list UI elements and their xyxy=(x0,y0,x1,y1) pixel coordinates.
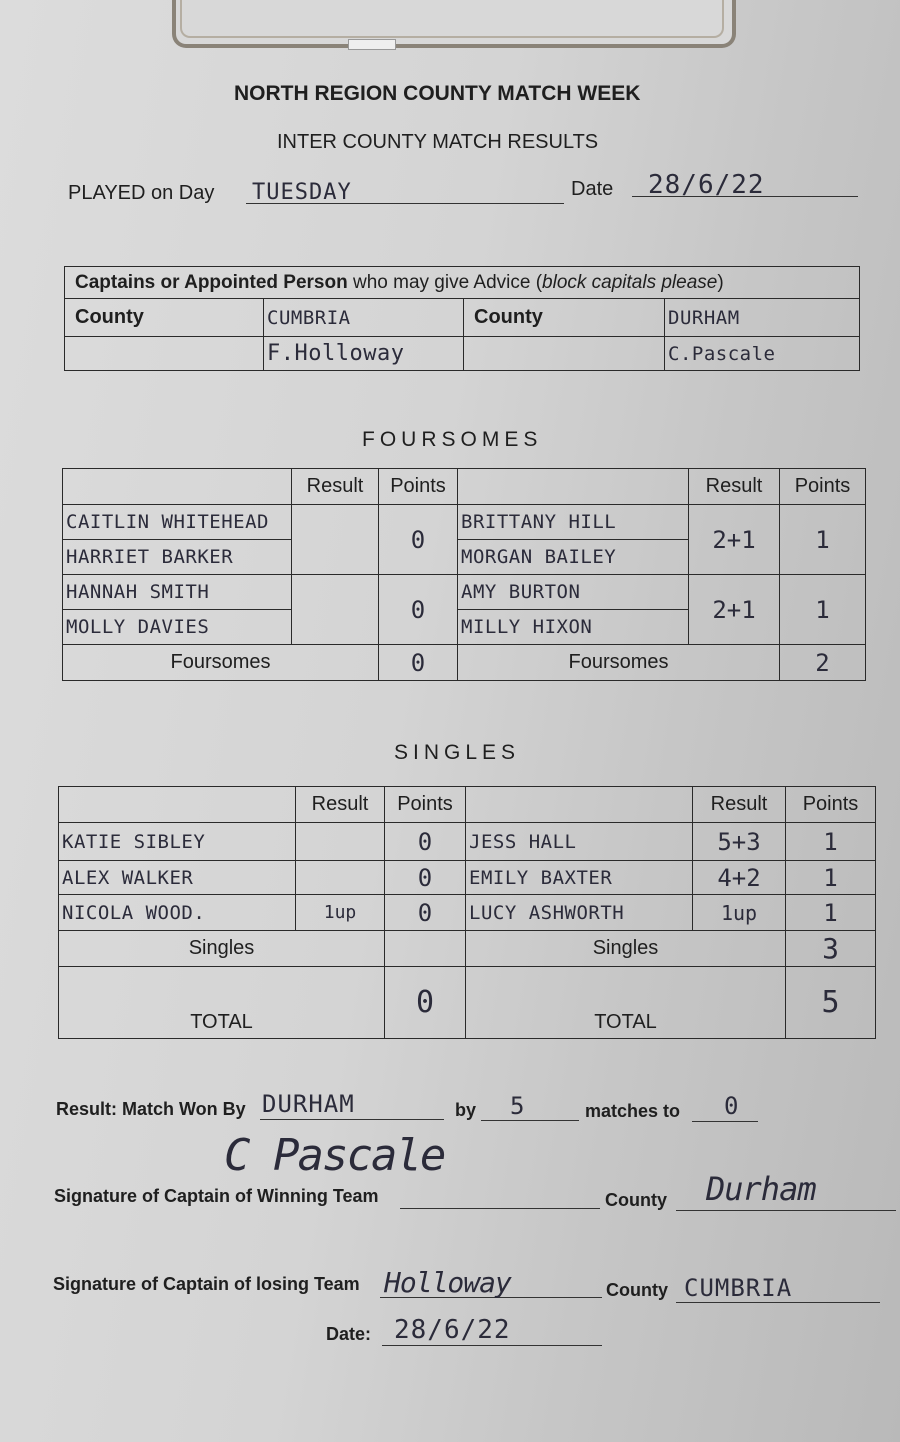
sg-row2-away-player: EMILY BAXTER xyxy=(466,861,693,895)
winning-county-label: County xyxy=(605,1190,667,1210)
by-value: 5 xyxy=(510,1092,526,1120)
fs-header-blank-home xyxy=(63,469,292,505)
grand-total-label-away: TOTAL xyxy=(466,967,786,1039)
grand-total-home: 0 xyxy=(385,967,466,1039)
fs-total-label-home: Foursomes xyxy=(63,645,379,681)
fs-header-result-away: Result xyxy=(689,469,780,505)
singles-table xyxy=(58,786,876,1039)
fs-total-away: 2 xyxy=(780,645,866,681)
fs-row1-away-points: 1 xyxy=(780,505,866,575)
fs-header-result-home: Result xyxy=(292,469,379,505)
sg-row1-away-player: JESS HALL xyxy=(466,823,693,861)
sg-row3-home-player: NICOLA WOOD. xyxy=(59,895,296,931)
played-value: TUESDAY xyxy=(252,180,352,205)
home-county-value: CUMBRIA xyxy=(264,299,464,337)
sg-row2-away-result: 4+2 xyxy=(693,861,786,895)
winning-sig-label: Signature of Captain of Winning Team xyxy=(54,1186,379,1206)
fs-header-points-home: Points xyxy=(379,469,458,505)
form-subtitle: INTER COUNTY MATCH RESULTS xyxy=(277,131,599,153)
captains-heading-bold: Captains or Appointed Person xyxy=(75,271,348,293)
sg-row1-home-player: KATIE SIBLEY xyxy=(59,823,296,861)
fs-header-points-away: Points xyxy=(780,469,866,505)
home-person-blank xyxy=(65,337,264,371)
fs-total-label-away: Foursomes xyxy=(458,645,780,681)
won-by-label: Result: Match Won By xyxy=(56,1099,246,1119)
matches-value: 0 xyxy=(724,1092,740,1120)
captains-heading xyxy=(65,267,860,299)
sg-row1-home-points: 0 xyxy=(385,823,466,861)
sg-total-away: 3 xyxy=(786,931,876,967)
fs-row2-away-points: 1 xyxy=(780,575,866,645)
captains-heading-rest: who may give Advice ( xyxy=(347,271,543,293)
clipboard-clip-inner xyxy=(180,0,724,38)
captains-heading-italic: block capitals please xyxy=(542,271,718,293)
grand-total-away: 5 xyxy=(786,967,876,1039)
fs-header-blank-away xyxy=(458,469,689,505)
played-label: PLAYED on Day xyxy=(68,182,215,204)
losing-county-value: CUMBRIA xyxy=(684,1274,793,1302)
sg-row1-away-points: 1 xyxy=(786,823,876,861)
sg-row2-home-points: 0 xyxy=(385,861,466,895)
fs-row1-home-player1: CAITLIN WHITEHEAD xyxy=(63,505,292,540)
matches-label: matches to xyxy=(585,1101,681,1121)
fs-row2-away-player1: AMY BURTON xyxy=(458,575,689,610)
fs-row1-home-player2: HARRIET BARKER xyxy=(63,540,292,575)
foursomes-table xyxy=(62,468,866,681)
won-by-value: DURHAM xyxy=(262,1090,355,1118)
captains-heading-close: ) xyxy=(717,271,724,293)
final-date-underline xyxy=(382,1345,602,1346)
sg-total-label-home: Singles xyxy=(59,931,385,967)
sg-row2-home-result xyxy=(296,861,385,895)
fs-row1-home-points: 0 xyxy=(379,505,458,575)
sg-header-blank-home xyxy=(59,787,296,823)
sg-total-label-away: Singles xyxy=(466,931,786,967)
singles-heading: SINGLES xyxy=(394,741,521,764)
sg-row2-home-player: ALEX WALKER xyxy=(59,861,296,895)
sg-row3-away-points: 1 xyxy=(786,895,876,931)
foursomes-heading: FOURSOMES xyxy=(362,428,543,451)
winning-signature: C Pascale xyxy=(224,1130,445,1181)
sg-row3-home-points: 0 xyxy=(385,895,466,931)
losing-county-underline xyxy=(676,1302,880,1303)
date-label: Date xyxy=(571,178,614,200)
by-label: by xyxy=(455,1100,477,1120)
losing-sig-label: Signature of Captain of losing Team xyxy=(53,1274,360,1294)
fs-row2-away-player2: MILLY HIXON xyxy=(458,610,689,645)
sg-row3-away-result: 1up xyxy=(693,895,786,931)
fs-row2-home-player2: MOLLY DAVIES xyxy=(63,610,292,645)
fs-row1-home-result xyxy=(292,505,379,575)
winning-county-underline xyxy=(676,1210,896,1211)
sg-row2-away-points: 1 xyxy=(786,861,876,895)
fs-row2-home-result xyxy=(292,575,379,645)
matches-underline xyxy=(692,1121,758,1122)
sg-header-result-home: Result xyxy=(296,787,385,823)
fs-row1-away-player1: BRITTANY HILL xyxy=(458,505,689,540)
sg-header-blank-away xyxy=(466,787,693,823)
grand-total-label-home: TOTAL xyxy=(59,967,385,1039)
sg-row1-home-result xyxy=(296,823,385,861)
final-date-value: 28/6/22 xyxy=(394,1315,511,1345)
sg-header-points-home: Points xyxy=(385,787,466,823)
sg-row1-away-result: 5+3 xyxy=(693,823,786,861)
fs-total-home: 0 xyxy=(379,645,458,681)
fs-row2-home-points: 0 xyxy=(379,575,458,645)
date-value: 28/6/22 xyxy=(648,170,765,200)
sg-row3-home-result: 1up xyxy=(296,895,385,931)
sg-header-points-away: Points xyxy=(786,787,876,823)
losing-signature: Holloway xyxy=(384,1266,511,1299)
won-by-underline xyxy=(260,1119,444,1120)
losing-county-label: County xyxy=(606,1280,668,1300)
away-person-blank xyxy=(464,337,665,371)
sg-total-home-blank xyxy=(385,931,466,967)
fs-row1-away-result: 2+1 xyxy=(689,505,780,575)
winning-sig-underline xyxy=(400,1208,600,1209)
by-underline xyxy=(481,1120,579,1121)
clipboard-hinge xyxy=(348,39,396,50)
sg-header-result-away: Result xyxy=(693,787,786,823)
home-person-value: F.Holloway xyxy=(264,337,464,371)
winning-county-value: Durham xyxy=(706,1170,816,1208)
home-county-label: County xyxy=(65,299,264,337)
away-county-label: County xyxy=(464,299,665,337)
fs-row2-away-result: 2+1 xyxy=(689,575,780,645)
fs-row1-away-player2: MORGAN BAILEY xyxy=(458,540,689,575)
sg-row3-away-player: LUCY ASHWORTH xyxy=(466,895,693,931)
fs-row2-home-player1: HANNAH SMITH xyxy=(63,575,292,610)
captains-table xyxy=(64,266,860,371)
away-county-value: DURHAM xyxy=(665,299,860,337)
form-title: NORTH REGION COUNTY MATCH WEEK xyxy=(234,82,641,105)
final-date-label: Date: xyxy=(326,1324,372,1344)
away-person-value: C.Pascale xyxy=(665,337,860,371)
